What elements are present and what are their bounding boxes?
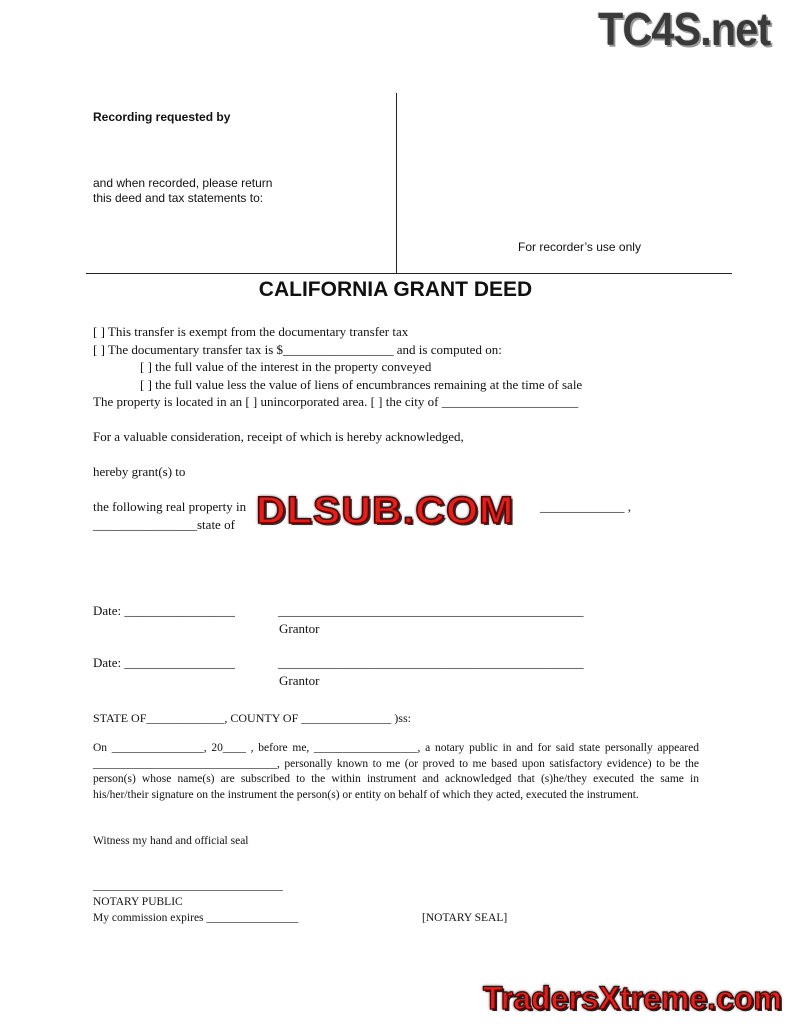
date-field-2: Date: _________________ <box>93 655 235 670</box>
state-county-line: STATE OF_____________, COUNTY OF _______________ )ss: <box>93 711 411 725</box>
recorders-use-label: For recorder’s use only <box>518 240 641 254</box>
property-description-start: the following real property in <box>93 499 247 514</box>
grantor-label-2: Grantor <box>279 673 320 688</box>
tax-value-less-liens-option: [ ] the full value less the value of liens of encumbrances remaining at the time of sale <box>140 377 583 392</box>
notary-seal-label: [NOTARY SEAL] <box>422 912 508 924</box>
tax-exempt-line: [ ] This transfer is exempt from the documentary transfer tax <box>93 324 409 339</box>
document-title: CALIFORNIA GRANT DEED <box>258 278 533 301</box>
tax-amount-line: [ ] The documentary transfer tax is $_________________ and is computed on: <box>93 342 502 357</box>
watermark-bottom-logo: TradersXtreme.com <box>483 980 782 1016</box>
notary-public-label: NOTARY PUBLIC <box>93 896 183 908</box>
consideration-line: For a valuable consideration, receipt of which is hereby acknowledged, <box>93 429 464 444</box>
commission-expires-line: My commission expires ________________ <box>93 912 299 924</box>
property-description-end: _____________ , <box>540 499 631 514</box>
notary-signature-line: _________________________________ <box>93 880 283 892</box>
grantor-label-1: Grantor <box>279 621 320 636</box>
header-horizontal-divider <box>86 273 732 274</box>
watermark-top-logo: TC4S.net <box>598 3 771 55</box>
header-vertical-divider <box>396 93 397 273</box>
return-instructions-line1: and when recorded, please return <box>93 176 273 190</box>
state-of-line: ________________state of <box>93 517 235 532</box>
notary-acknowledgment-paragraph: On ________________, 20____ , before me, __________________, a notary public in and for said state personally appeared ________________________________, personally known to me (or proved to me based upon satisfactory evidence) to be the person(s) whose name(s) are subscribed to the within instrument and acknowledged that (s)he/they executed the same in his/her/their signature on the instrument the person(s) or entity on behalf of which they acted, executed the instrument. <box>93 742 699 801</box>
witness-line: Witness my hand and official seal <box>93 835 249 847</box>
date-field-1: Date: _________________ <box>93 603 235 618</box>
watermark-middle-logo: DLSUB.COM <box>256 490 515 532</box>
property-location-line: The property is located in an [ ] unincorporated area. [ ] the city of _____________________ <box>93 394 579 409</box>
grant-line: hereby grant(s) to <box>93 464 186 479</box>
return-instructions-line2: this deed and tax statements to: <box>93 191 264 205</box>
tax-full-value-option: [ ] the full value of the interest in the property conveyed <box>140 359 432 374</box>
recording-requested-label: Recording requested by <box>93 110 231 124</box>
grantor-signature-line-1: _______________________________________________ <box>278 603 584 618</box>
grantor-signature-line-2: _______________________________________________ <box>278 655 584 670</box>
